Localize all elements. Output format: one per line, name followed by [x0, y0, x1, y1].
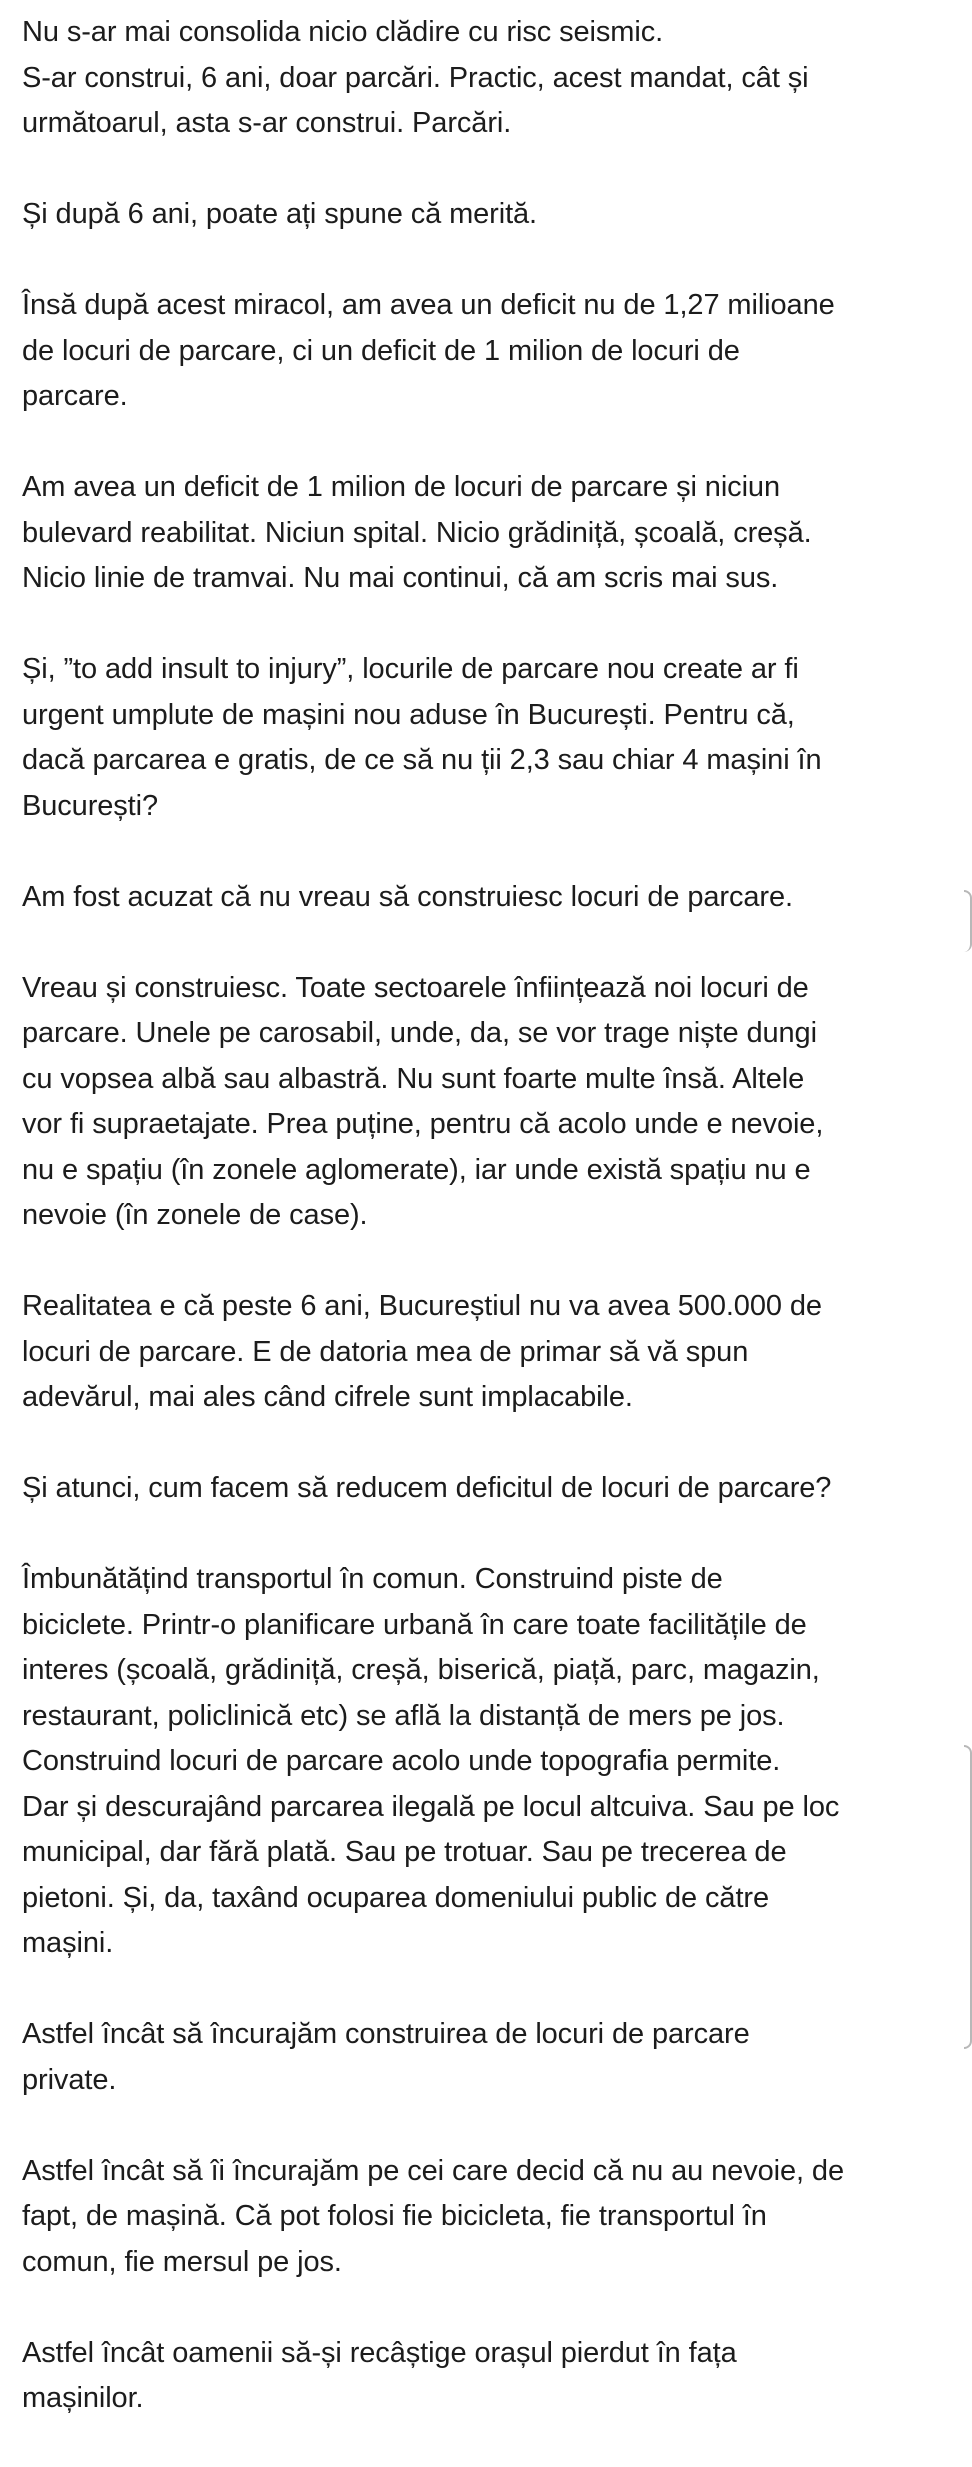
post-paragraph: Și atunci, cum facem să reducem deficitul de locuri de parcare? — [22, 1472, 832, 1504]
post-paragraph: Astfel încât să încurajăm construirea de locuri de parcare private. — [22, 2018, 750, 2096]
post-paragraph: Nu s-ar mai consolida nicio clădire cu risc seismic. S-ar construi, 6 ani, doar parcări. Practic, acest mandat, cât și următoarul, asta s-ar construi. Parcări. — [22, 16, 809, 139]
post-paragraph: Am fost acuzat că nu vreau să construiesc locuri de parcare. — [22, 880, 793, 913]
post-paragraph: Îmbunătățind transportul în comun. Construind piste de biciclete. Printr-o planificare urbană în care toate facilitățile de interes (școală, grădiniță, creșă, biserică, piață, parc, magazin, restaurant, policlinică etc) se află la distanță de mers pe jos. Construind locuri de parcare acolo unde topografia permite. Dar și descurajând parcarea ilegală pe locul altcuiva. Sau pe loc municipal, dar fără plată. Sau pe trotuar. Sau pe trecerea de pietoni. Și, da, taxând ocuparea domeniului public de către mașini. — [22, 1563, 840, 1959]
post-paragraph: Și după 6 ani, poate ați spune că merită. — [22, 198, 538, 230]
post-paragraph: Realitatea e că peste 6 ani, Bucureștiul nu va avea 500.000 de locuri de parcare. E de datoria mea de primar să vă spun adevărul, mai ales când cifrele sunt implacabile. — [22, 1290, 822, 1413]
scroll-edge-handle[interactable] — [964, 1745, 972, 2049]
post-paragraph: Astfel încât să îi încurajăm pe cei care decid că nu au nevoie, de fapt, de mașină. Că pot folosi fie bicicleta, fie transportul în comun, fie mersul pe jos. — [22, 2154, 844, 2278]
post-paragraph: Vreau și construiesc. Toate sectoarele înființează noi locuri de parcare. Unele pe carosabil, unde, da, se vor trage niște dungi cu vopsea albă sau albastră. Nu sunt foarte multe însă. Altele vor fi supraetajate. Prea puține, pentru că acolo unde e nevoie, nu e spațiu (în zonele aglomerate), iar unde există spațiu nu e nevoie (în zonele de case). — [22, 971, 824, 1231]
post-paragraph: Astfel încât oamenii să-și recâștige orașul pierdut în fața mașinilor. — [22, 2336, 737, 2414]
post-paragraph: Am avea un deficit de 1 milion de locuri de parcare și niciun bulevard reabilitat. Niciun spital. Nicio grădiniță, școală, creșă. Nicio linie de tramvai. Nu mai continui, că am scris mai sus. — [22, 471, 812, 594]
post-body — [22, 10, 957, 2467]
post-paragraph: Și, ”to add insult to injury”, locurile de parcare nou create ar fi urgent umplute de mașini nou aduse în București. Pentru că, dacă parcarea e gratis, de ce să nu ții 2,3 sau chiar 4 mașini în București? — [22, 653, 822, 822]
post-paragraph: Însă după acest miracol, am avea un deficit nu de 1,27 milioane de locuri de parcare, ci un deficit de 1 milion de locuri de parcare. — [22, 289, 835, 412]
scroll-edge-handle[interactable] — [964, 890, 972, 952]
